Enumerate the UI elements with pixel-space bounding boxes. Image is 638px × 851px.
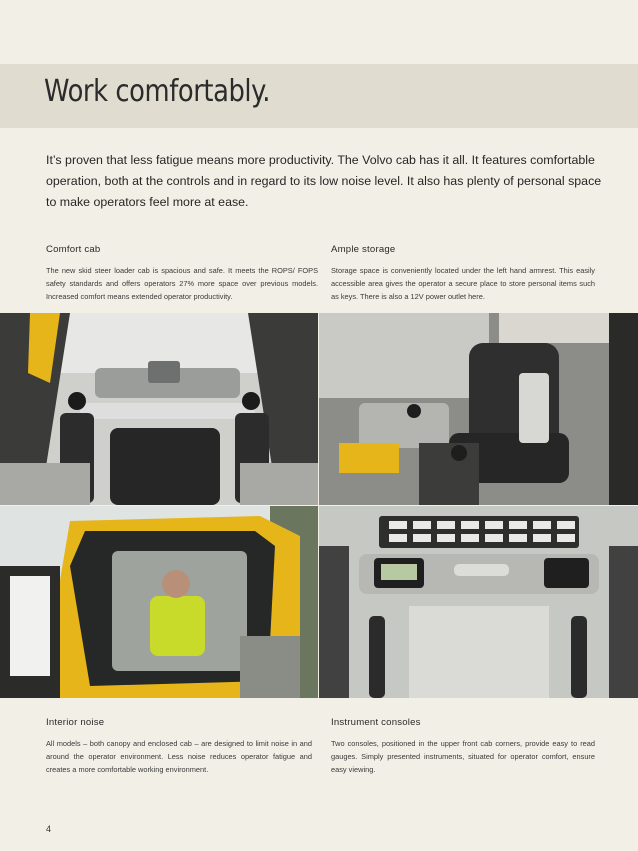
section-instrument-consoles: [331, 717, 595, 776]
section-heading: Interior noise: [46, 717, 105, 728]
photo-ample-storage: [319, 313, 638, 505]
section-ample-storage: [331, 244, 595, 303]
section-body: Two consoles, positioned in the upper front cab corners, provide easy to read gauges. Simply presented instruments, situated for operator comfort, ensure easy viewing.: [331, 739, 595, 774]
top-band: [0, 0, 638, 64]
section-heading: Ample storage: [331, 244, 396, 255]
section-body: Storage space is conveniently located under the left hand armrest. This easily accessible area gives the operator a secure place to store personal items such as keys. There is also a 12V power outlet here.: [331, 266, 595, 301]
page-title: Work comfortably.: [44, 74, 271, 109]
section-body: All models – both canopy and enclosed cab – are designed to limit noise in and around the operator environment. Less noise reduces operator fatigue and creates a more comfortable working environment.: [46, 739, 312, 774]
page-number: 4: [46, 824, 52, 834]
photo-interior-noise: [0, 506, 318, 698]
section-interior-noise: [46, 717, 312, 776]
section-heading: Instrument consoles: [331, 717, 421, 728]
section-heading: Comfort cab: [46, 244, 101, 255]
section-body: The new skid steer loader cab is spacious and safe. It meets the ROPS/ FOPS safety standards and offers operators 27% more space over previous models. Increased comfort means extended operator productivity.: [46, 266, 318, 301]
photo-comfort-cab: [0, 313, 318, 505]
intro-paragraph: It’s proven that less fatigue means more productivity. The Volvo cab has it all. It features comfortable operation, both at the controls and in regard to its low noise level. It also has plenty of personal space to make operators feel more at ease.: [46, 153, 602, 209]
photo-instrument-consoles: [319, 506, 638, 698]
section-comfort-cab: [46, 244, 318, 303]
